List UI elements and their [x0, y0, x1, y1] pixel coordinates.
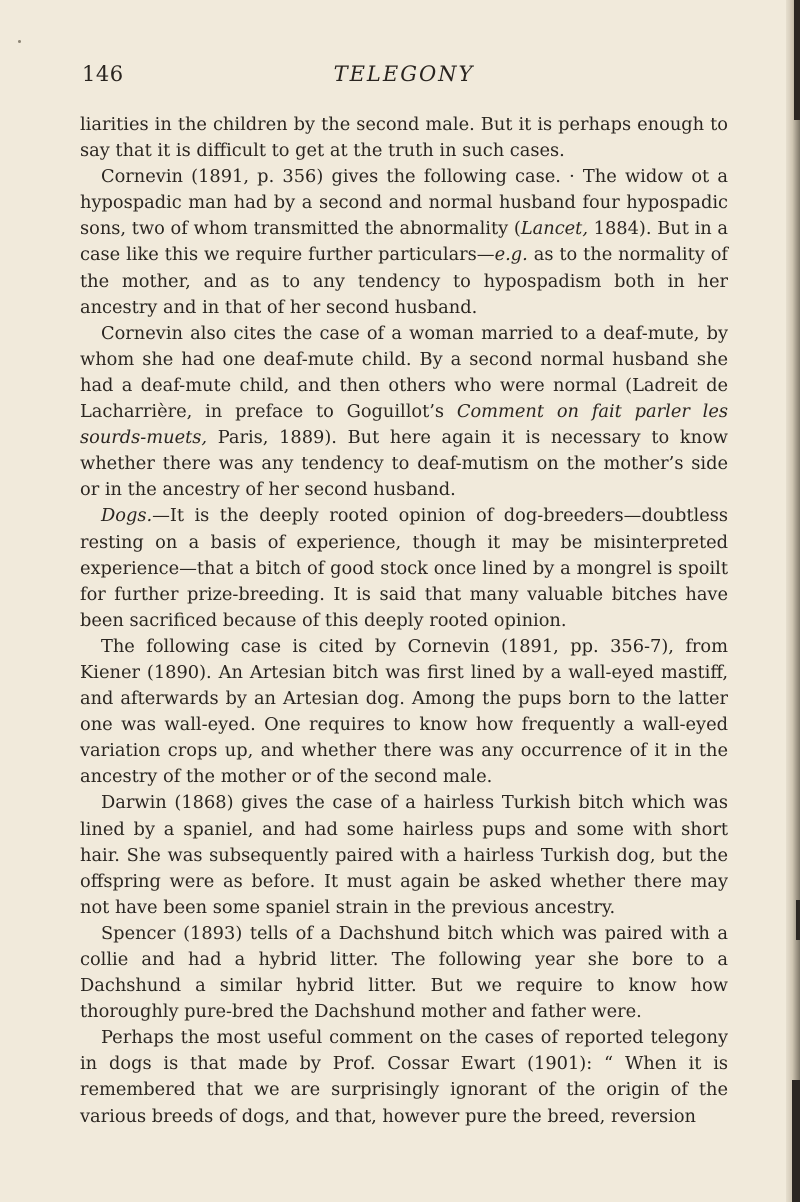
page-edge-mark — [794, 0, 800, 120]
paragraph — [80, 503, 728, 633]
paragraph — [80, 634, 728, 791]
page-number: 146 — [82, 62, 124, 86]
page-edge-mark — [796, 900, 800, 940]
page-edge-shadow — [786, 0, 800, 1202]
paragraph — [80, 164, 728, 321]
paper-speck — [18, 40, 21, 43]
text-run: Spencer (1893) tells of a Dachshund bitch which was paired with a collie and had a hybrid litter. The following year she bore to a Dachshund a similar hybrid litter. But we require to know how thoroughly pure-bred the Dachshund mother and father were. — [80, 922, 728, 1023]
paragraph — [80, 921, 728, 1025]
text-run: Paris, 1889). But here again it is necessary to know whether there was any tendency to deaf-mutism on the mother’s side or in the ancestry of her second husband. — [80, 427, 728, 501]
body-text — [80, 112, 728, 1130]
paragraph — [80, 112, 728, 164]
running-head: TELEGONY — [333, 62, 475, 86]
paragraph — [80, 790, 728, 920]
text-run: Cornevin also cites the case of a woman married to a deaf-mute, by whom she had one deaf-mute child. By a second normal husband she had a deaf-mute child, and then others who were normal (Ladreit de Lacharrière, in preface to Goguillot’s — [80, 322, 728, 423]
text-run: liarities in the children by the second male. But it is perhaps enough to say that it is difficult to get at the truth in such cases. — [80, 114, 728, 162]
text-run: The following case is cited by Cornevin (1891, pp. 356-7), from Kiener (1890). An Artesian bitch was first lined by a wall-eyed mastiff, and afterwards by an Artesian dog. Among the pups born to the latter one was wall-eyed. One requires to know how frequently a wall-eyed variation crops up, and whether there was any occurrence of it in the ancestry of the mother or of the second male. — [80, 635, 728, 788]
italic-text: Lancet, — [520, 218, 588, 240]
paragraph — [80, 1025, 728, 1129]
text-run: as to the normality of the mother, and as to any tendency to hypospadism both in her ancestry and in that of her second husband. — [80, 244, 728, 318]
text-run: Cornevin (1891, p. 356) gives the following case. · The widow ot a hypospadic man had by a second and normal husband four hypospadic sons, two of whom transmitted the abnormality ( — [80, 166, 728, 240]
page-edge-mark — [792, 1080, 800, 1202]
page-header — [82, 62, 726, 92]
italic-text: Comment on fait parler les sourds-muets, — [80, 401, 728, 449]
text-run: 1884). But in a case like this we require further particulars— — [80, 218, 728, 266]
italic-text: e.g. — [494, 244, 528, 266]
text-run: Perhaps the most useful comment on the cases of reported telegony in dogs is that made by Prof. Cossar Ewart (1901): “ When it is remembered that we are surprisingly ignorant of the origin of the various breeds of dogs, and that, however pure the breed, reversion — [80, 1027, 728, 1127]
text-run: —It is the deeply rooted opinion of dog-breeders—doubtless resting on a basis of experience, though it may be misinterpreted experience—that a bitch of good stock once lined by a mongrel is spoilt for further prize-breeding. It is said that many valuable bitches have been sacrificed because of this deeply rooted opinion. — [80, 505, 728, 631]
italic-text: Dogs. — [101, 505, 153, 527]
paragraph — [80, 321, 728, 504]
text-run: Darwin (1868) gives the case of a hairless Turkish bitch which was lined by a spaniel, and had some hairless pups and some with short hair. She was subsequently paired with a hairless Turkish dog, but the offspring were as before. It must again be asked whether there may not have been some spaniel strain in the previous ancestry. — [80, 792, 728, 918]
